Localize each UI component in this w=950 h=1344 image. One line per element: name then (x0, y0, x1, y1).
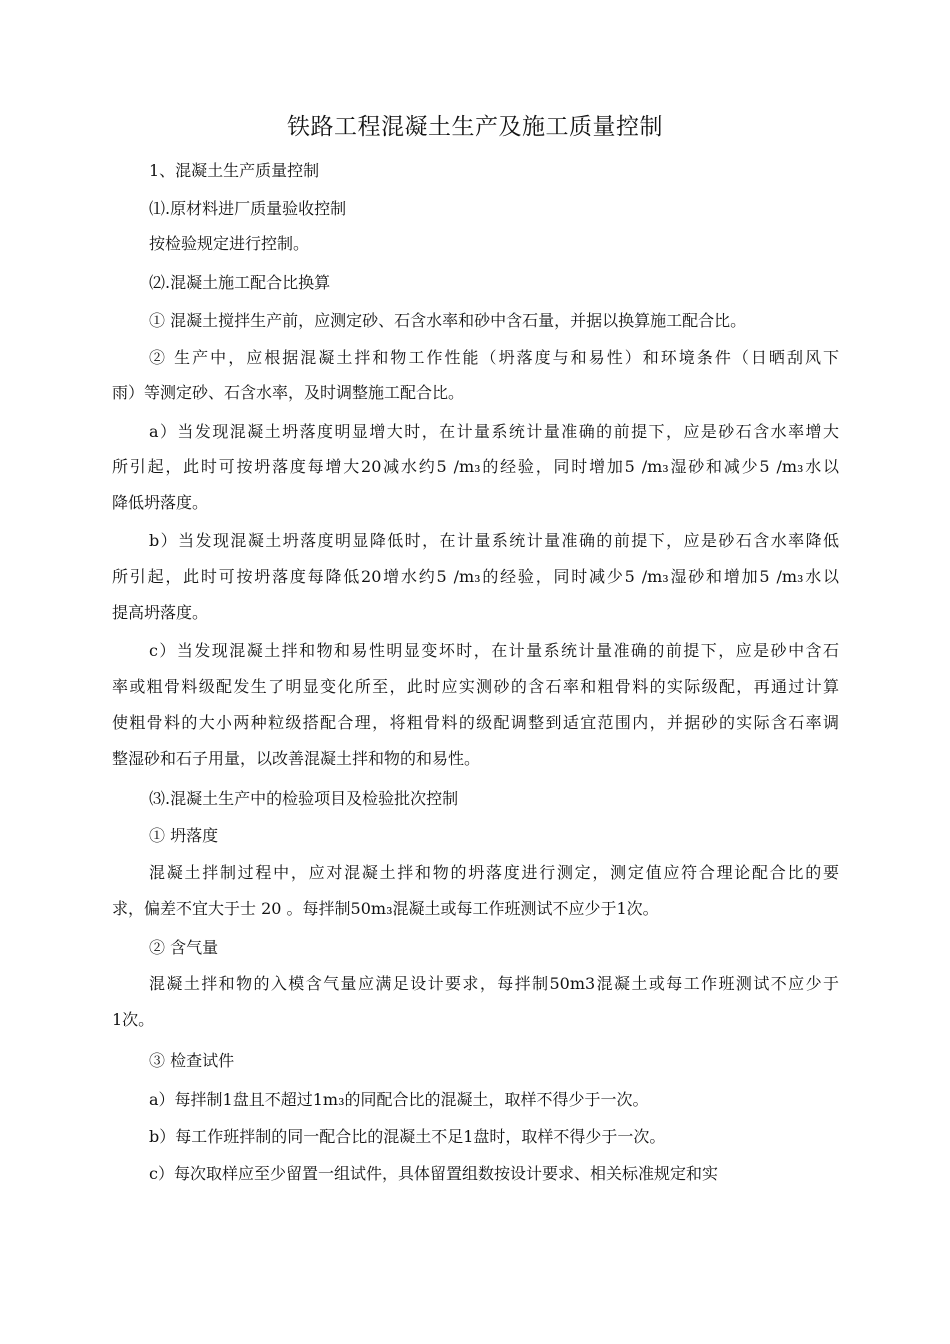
subsection-heading: ⑵.混凝土施工配合比换算 (149, 273, 331, 292)
paragraph-line: 使粗骨料的大小两种粒级搭配合理，将粗骨料的级配调整到适宜范围内，并据砂的实际含石率调 (112, 713, 839, 732)
paragraph-line: 提高坍落度。 (112, 603, 209, 622)
paragraph-line: 率或粗骨料级配发生了明显变化所至，此时应实测砂的含石率和粗骨料的实际级配，再通过计算 (112, 677, 839, 696)
paragraph-line: b）每工作班拌制的同一配合比的混凝土不足1盘时，取样不得少于一次。 (149, 1127, 666, 1146)
paragraph-line: 求，偏差不宜大于士 20 。每拌制50m₃混凝土或每工作班测试不应少于1次。 (112, 899, 659, 918)
item-heading: ② 含气量 (149, 938, 219, 957)
subsection-heading: ⑶.混凝土生产中的检验项目及检验批次控制 (149, 789, 459, 808)
paragraph-line: c）每次取样应至少留置一组试件，具体留置组数按设计要求、相关标准规定和实 (149, 1164, 718, 1183)
paragraph-line: 所引起，此时可按坍落度每增大20减水约5 /m₃的经验，同时增加5 /m₃湿砂和减少5 /m₃水以 (112, 457, 839, 476)
paragraph-line: b）当发现混凝土坍落度明显降低时，在计量系统计量准确的前提下，应是砂石含水率降低 (149, 531, 839, 550)
document-title: 铁路工程混凝土生产及施工质量控制 (287, 114, 663, 140)
item-heading: ① 坍落度 (149, 826, 219, 845)
paragraph-line: 混凝土拌制过程中，应对混凝土拌和物的坍落度进行测定，测定值应符合理论配合比的要 (149, 863, 839, 882)
paragraph-line: 混凝土拌和物的入模含气量应满足设计要求，每拌制50m3混凝土或每工作班测试不应少于 (149, 974, 839, 993)
paragraph-line: 雨）等测定砂、石含水率，及时调整施工配合比。 (112, 383, 465, 402)
paragraph-line: ① 混凝土搅拌生产前，应测定砂、石含水率和砂中含石量，并据以换算施工配合比。 (149, 311, 747, 330)
section-heading: 1、混凝土生产质量控制 (149, 161, 320, 180)
paragraph-line: 降低坍落度。 (112, 493, 209, 512)
paragraph-line: a）每拌制1盘且不超过1m₃的同配合比的混凝土，取样不得少于一次。 (149, 1090, 649, 1109)
paragraph-line: ② 生产中，应根据混凝土拌和物工作性能（坍落度与和易性）和环境条件（日晒刮风下 (149, 348, 839, 367)
paragraph-line: 1次。 (112, 1010, 155, 1029)
subsection-heading: ⑴.原材料进厂质量验收控制 (149, 199, 347, 218)
paragraph-line: 所引起，此时可按坍落度每降低20增水约5 /m₃的经验，同时减少5 /m₃湿砂和增加5 /m₃水以 (112, 567, 839, 586)
paragraph-line: a）当发现混凝土坍落度明显增大时，在计量系统计量准确的前提下，应是砂石含水率增大 (149, 422, 839, 441)
paragraph-line: c）当发现混凝土拌和物和易性明显变坏时，在计量系统计量准确的前提下，应是砂中含石 (149, 641, 839, 660)
paragraph-line: 整湿砂和石子用量，以改善混凝土拌和物的和易性。 (112, 749, 481, 768)
item-heading: ③ 检查试件 (149, 1051, 235, 1070)
paragraph-line: 按检验规定进行控制。 (149, 234, 310, 253)
